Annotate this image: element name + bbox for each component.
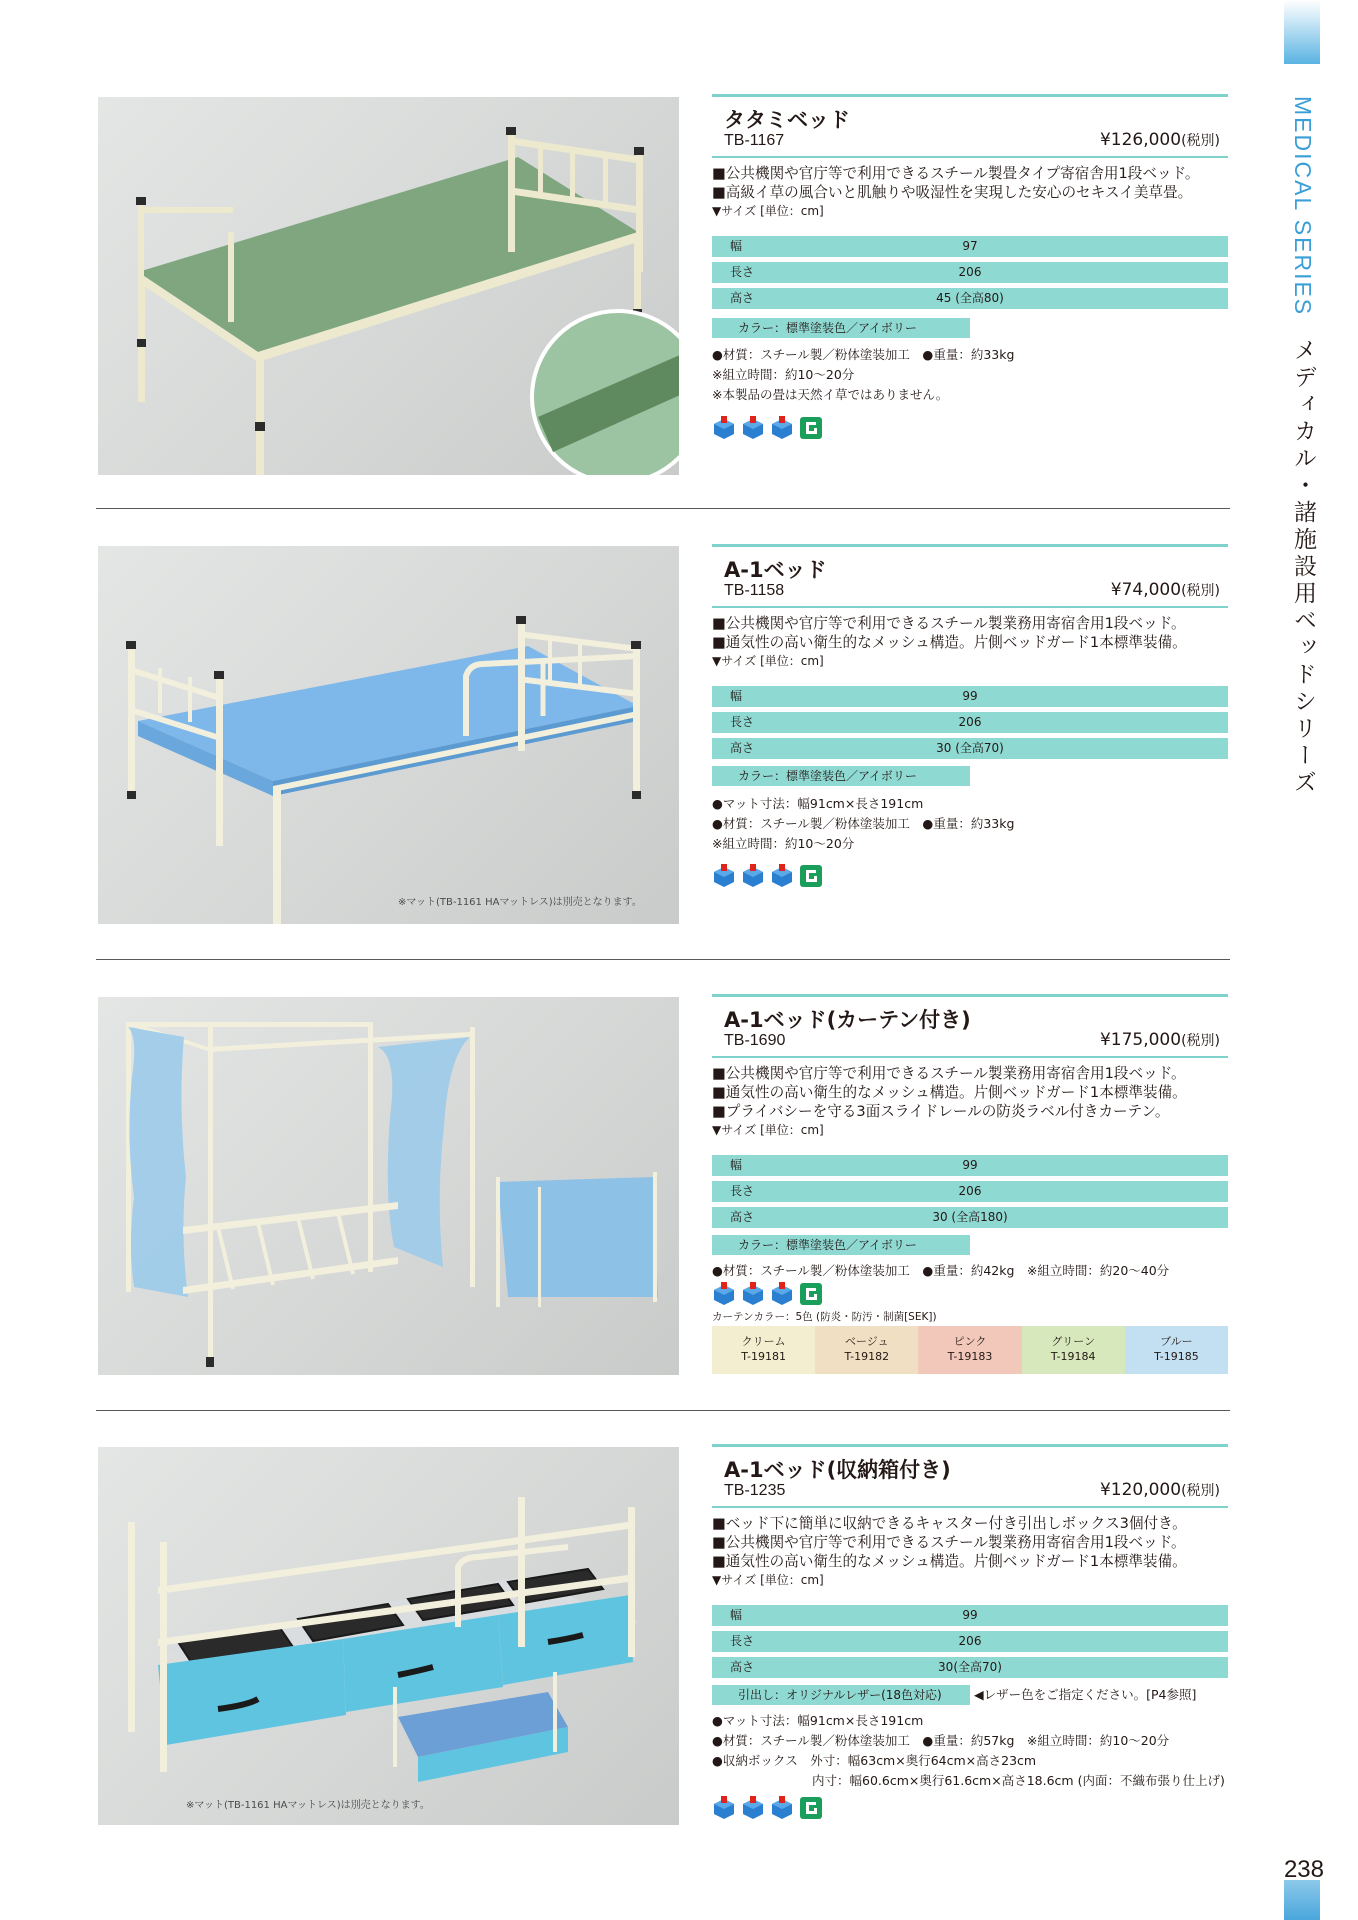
desc-line: ■通気性の高い衛生的なメッシュ構造。片側ベッドガード1本標準装備。 xyxy=(712,634,1187,651)
side-tab-bottom xyxy=(1284,1880,1320,1920)
size-row-width xyxy=(712,236,1228,257)
top-rule xyxy=(712,94,1228,97)
size-row-value: 30(全高70) xyxy=(938,1660,1002,1674)
drawer-leather-bar: 引出し：オリジナルレザー(18色対応) xyxy=(712,1685,970,1705)
delivery-icon xyxy=(741,864,765,888)
product-price xyxy=(1100,130,1220,150)
swatch-cream xyxy=(712,1326,815,1374)
curtain-color-heading: カーテンカラー：5色 (防炎・防汚・制菌[SEK]) xyxy=(712,1311,937,1323)
spec-line: ※組立時間：約10〜20分 xyxy=(712,367,855,382)
green-purchase-icon xyxy=(799,416,823,440)
swatch-name: ベージュ xyxy=(845,1335,889,1348)
section-divider xyxy=(96,959,1230,960)
color-bar: カラー：標準塗装色／アイボリー xyxy=(712,766,970,786)
section-divider xyxy=(96,1410,1230,1411)
size-row-value: 206 xyxy=(958,1184,982,1198)
curtain-bed-photo xyxy=(98,997,679,1375)
desc-line: ■公共機関や官庁等で利用できるスチール製畳タイプ寄宿舎用1段ベッド。 xyxy=(712,165,1200,182)
product-price xyxy=(1100,1480,1220,1500)
swatch-code: T-19181 xyxy=(741,1350,786,1363)
size-label: ▼サイズ [単位：cm] xyxy=(712,1123,824,1137)
swatch-name: グリーン xyxy=(1051,1335,1096,1348)
delivery-icon xyxy=(741,1282,765,1306)
size-row-value: 206 xyxy=(958,1634,982,1648)
series-en: MEDICAL SERIES xyxy=(1290,96,1316,317)
spec-line: ●収納ボックス 外寸：幅63cm×奥行64cm×高さ23cm xyxy=(712,1753,1037,1768)
size-row-value: 45 (全高80) xyxy=(936,291,1004,305)
swatch-name: クリーム xyxy=(741,1335,786,1348)
delivery-icon xyxy=(712,1282,736,1306)
swatch-green xyxy=(1022,1326,1125,1374)
product-description xyxy=(712,614,1228,670)
size-row-height xyxy=(712,1657,1228,1678)
size-label: ▼サイズ [単位：cm] xyxy=(712,1573,824,1587)
product-specs xyxy=(712,1711,1228,1791)
size-row-width xyxy=(712,686,1228,707)
feature-icons xyxy=(712,1796,828,1820)
price-tax: (税別) xyxy=(1181,583,1220,599)
price-tax: (税別) xyxy=(1181,1483,1220,1499)
side-tab-top xyxy=(1284,0,1320,64)
size-label: ▼サイズ [単位：cm] xyxy=(712,204,824,218)
price-value: ¥74,000 xyxy=(1110,580,1182,600)
swatch-name: ブルー xyxy=(1160,1335,1193,1348)
product-code: TB-1690 xyxy=(724,1032,786,1049)
feature-icons xyxy=(712,416,828,440)
series-ja: メディカル・諸施設用ベッドシリーズ xyxy=(1290,338,1316,798)
delivery-icon xyxy=(741,416,765,440)
size-row-height xyxy=(712,288,1228,309)
size-row-label: 長さ xyxy=(730,265,755,279)
size-row-height xyxy=(712,738,1228,759)
swatch-code: T-19184 xyxy=(1050,1350,1096,1363)
desc-line: ■プライバシーを守る3面スライドレールの防炎ラベル付きカーテン。 xyxy=(712,1103,1170,1120)
size-row-value: 206 xyxy=(958,715,982,729)
product-specs xyxy=(712,794,1228,854)
delivery-icon xyxy=(770,1282,794,1306)
spec-line: ※本製品の畳は天然イ草ではありません。 xyxy=(712,387,949,402)
size-label: ▼サイズ [単位：cm] xyxy=(712,654,824,668)
leather-color-note: ◀レザー色をご指定ください。[P4参照] xyxy=(974,1687,1197,1702)
desc-line: ■公共機関や官庁等で利用できるスチール製業務用寄宿舎用1段ベッド。 xyxy=(712,1065,1186,1082)
page-number: 238 xyxy=(1283,1856,1324,1883)
a1-bed-photo xyxy=(98,546,679,924)
product-price xyxy=(1111,580,1220,600)
size-row-width xyxy=(712,1155,1228,1176)
delivery-icon xyxy=(770,1796,794,1820)
desc-line: ■公共機関や官庁等で利用できるスチール製業務用寄宿舎用1段ベッド。 xyxy=(712,615,1186,632)
product-name: A-1ベッド(収納箱付き) xyxy=(724,1458,951,1482)
swatch-code: T-19182 xyxy=(844,1350,890,1363)
size-row-value: 206 xyxy=(958,265,982,279)
section-divider xyxy=(96,508,1230,509)
spec-line: ●材質：スチール製／粉体塗装加工 ●重量：約57kg ※組立時間：約10〜20分 xyxy=(712,1733,1170,1748)
delivery-icon xyxy=(741,1796,765,1820)
size-row-label: 長さ xyxy=(730,1184,755,1198)
photo-note: ※マット(TB-1161 HAマットレス)は別売となります。 xyxy=(186,1800,430,1811)
product-code: TB-1235 xyxy=(724,1482,786,1499)
delivery-icon xyxy=(770,864,794,888)
price-value: ¥175,000 xyxy=(1099,1030,1182,1050)
size-row-length xyxy=(712,1181,1228,1202)
size-row-label: 高さ xyxy=(730,741,755,755)
price-tax: (税別) xyxy=(1181,133,1220,149)
photo-note: ※マット(TB-1161 HAマットレス)は別売となります。 xyxy=(398,897,642,908)
spec-line: ●マット寸法：幅91cm×長さ191cm xyxy=(712,796,924,811)
product-name: タタミベッド xyxy=(724,108,850,132)
spec-line: ●材質：スチール製／粉体塗装加工 ●重量：約33kg xyxy=(712,347,1015,362)
product-code: TB-1158 xyxy=(724,582,785,599)
swatch-beige xyxy=(815,1326,918,1374)
curtain-swatches xyxy=(712,1326,1228,1374)
color-bar: カラー：標準塗装色／アイボリー xyxy=(712,318,970,338)
price-tax: (税別) xyxy=(1181,1033,1220,1049)
desc-line: ■通気性の高い衛生的なメッシュ構造。片側ベッドガード1本標準装備。 xyxy=(712,1553,1187,1570)
storage-bed-photo xyxy=(98,1447,679,1825)
size-row-label: 幅 xyxy=(730,239,743,253)
top-rule xyxy=(712,994,1228,997)
delivery-icon xyxy=(712,416,736,440)
product-price xyxy=(1100,1030,1220,1050)
size-row-label: 高さ xyxy=(730,1660,755,1674)
spec-line: ※組立時間：約10〜20分 xyxy=(712,836,855,851)
price-value: ¥120,000 xyxy=(1099,1480,1182,1500)
size-row-label: 幅 xyxy=(730,689,743,703)
size-row-width xyxy=(712,1605,1228,1626)
desc-line: ■通気性の高い衛生的なメッシュ構造。片側ベッドガード1本標準装備。 xyxy=(712,1084,1187,1101)
mid-rule xyxy=(712,1056,1228,1058)
mid-rule xyxy=(712,606,1228,608)
size-row-value: 30 (全高70) xyxy=(936,741,1004,755)
mid-rule xyxy=(712,156,1228,158)
swatch-name: ピンク xyxy=(953,1335,987,1348)
green-purchase-icon xyxy=(799,1282,823,1306)
size-row-length xyxy=(712,712,1228,733)
swatch-pink xyxy=(918,1326,1021,1374)
price-value: ¥126,000 xyxy=(1099,130,1182,150)
spec-line: ●マット寸法：幅91cm×長さ191cm xyxy=(712,1713,924,1728)
size-row-label: 長さ xyxy=(730,715,755,729)
delivery-icon xyxy=(712,864,736,888)
size-row-label: 高さ xyxy=(730,291,755,305)
top-rule xyxy=(712,1444,1228,1447)
size-row-value: 99 xyxy=(962,1158,978,1172)
size-row-label: 高さ xyxy=(730,1210,755,1224)
feature-icons xyxy=(712,1282,828,1306)
green-purchase-icon xyxy=(799,864,823,888)
delivery-icon xyxy=(712,1796,736,1820)
delivery-icon xyxy=(770,416,794,440)
size-row-value: 97 xyxy=(962,239,978,253)
desc-line: ■高級イ草の風合いと肌触りや吸湿性を実現した安心のセキスイ美草畳。 xyxy=(712,184,1193,201)
size-row-value: 30 (全高180) xyxy=(932,1210,1008,1224)
feature-icons xyxy=(712,864,828,888)
size-row-value: 99 xyxy=(962,1608,978,1622)
product-description xyxy=(712,164,1228,220)
top-rule xyxy=(712,544,1228,547)
swatch-blue xyxy=(1125,1326,1228,1374)
spec-line: ●材質：スチール製／粉体塗装加工 ●重量：約33kg xyxy=(712,816,1015,831)
size-row-value: 99 xyxy=(962,689,978,703)
spec-line: ●材質：スチール製／粉体塗装加工 ●重量：約42kg ※組立時間：約20〜40分 xyxy=(712,1263,1170,1278)
product-name: A-1ベッド xyxy=(724,558,827,582)
swatch-code: T-19185 xyxy=(1154,1350,1199,1363)
desc-line: ■公共機関や官庁等で利用できるスチール製業務用寄宿舎用1段ベッド。 xyxy=(712,1534,1186,1551)
swatch-code: T-19183 xyxy=(947,1350,993,1363)
size-row-label: 長さ xyxy=(730,1634,755,1648)
side-series-label xyxy=(1286,96,1320,797)
mid-rule xyxy=(712,1506,1228,1508)
product-description xyxy=(712,1514,1228,1589)
size-row-height xyxy=(712,1207,1228,1228)
size-row-label: 幅 xyxy=(730,1158,743,1172)
product-name: A-1ベッド(カーテン付き) xyxy=(724,1008,971,1032)
product-specs xyxy=(712,345,1228,405)
desc-line: ■ベッド下に簡単に収納できるキャスター付き引出しボックス3個付き。 xyxy=(712,1515,1187,1532)
size-row-length xyxy=(712,262,1228,283)
spec-line: 内寸：幅60.6cm×奥行61.6cm×高さ18.6cm (内面：不織布張り仕上げ) xyxy=(712,1773,1225,1788)
product-code: TB-1167 xyxy=(724,132,785,149)
product-description xyxy=(712,1064,1228,1139)
size-row-label: 幅 xyxy=(730,1608,743,1622)
color-bar: カラー：標準塗装色／アイボリー xyxy=(712,1235,970,1255)
tatami-bed-photo xyxy=(98,97,679,475)
product-specs xyxy=(712,1261,1228,1281)
green-purchase-icon xyxy=(799,1796,823,1820)
size-row-length xyxy=(712,1631,1228,1652)
